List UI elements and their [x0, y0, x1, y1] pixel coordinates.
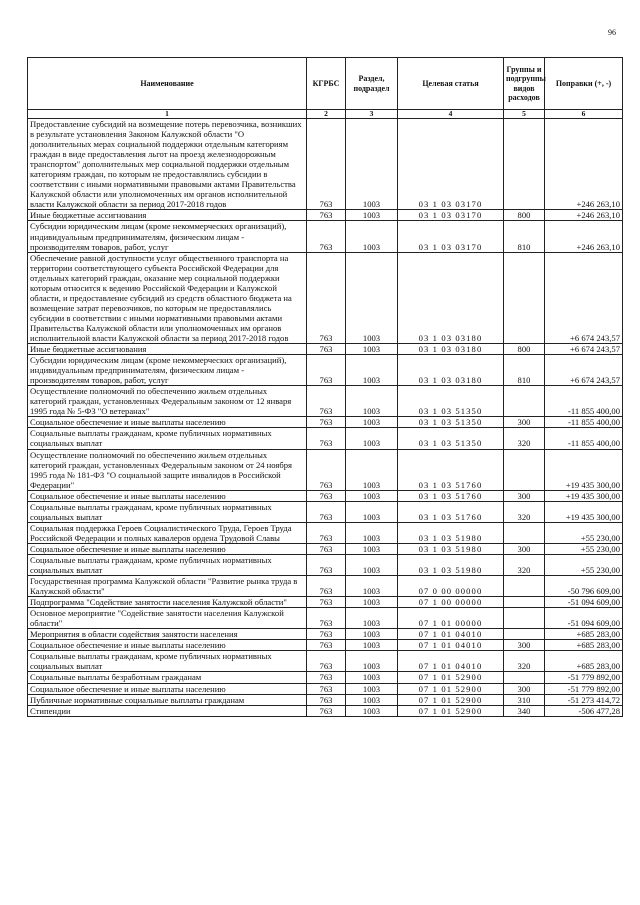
row-target: 03 1 03 03180: [398, 252, 504, 343]
column-number-row: [28, 110, 623, 119]
row-name: Социальная поддержка Героев Социалистического Труда, Героев Труда Российской Федерации и полных кавалеров ордена Трудовой Славы: [28, 522, 307, 543]
row-group: [504, 629, 545, 640]
row-kgrbs: 763: [307, 629, 346, 640]
row-section: 1003: [346, 597, 398, 608]
table-row: [28, 672, 623, 683]
row-kgrbs: 763: [307, 672, 346, 683]
row-section: 1003: [346, 355, 398, 386]
row-amount: +246 263,10: [545, 221, 623, 252]
row-name: Обеспечение равной доступности услуг общественного транспорта на территории соответствующего субъекта Российской Федерации для отдельных категорий граждан, оказание мер социальной поддержки которым относится к ведению Российской Федерации и Калужской области, и предоставление субсидий из средств областного бюджета на возмещение затрат перевозчиков, по которым не предоставлялись субсидии в соответствии с иными нормативными правовыми актами Правительства Калужской области или уполномоченных им органов исполнительной власти Калужской области за период 2017-2018 годов: [28, 252, 307, 343]
table-row: [28, 344, 623, 355]
row-name: Социальные выплаты гражданам, кроме публичных нормативных социальных выплат: [28, 428, 307, 449]
table-row: [28, 417, 623, 428]
row-amount: -51 094 609,00: [545, 608, 623, 629]
table-row: [28, 386, 623, 417]
row-group: [504, 672, 545, 683]
row-name: Социальные выплаты гражданам, кроме публичных нормативных социальных выплат: [28, 651, 307, 672]
row-amount: -51 273 414,72: [545, 694, 623, 705]
row-group: 340: [504, 705, 545, 716]
row-kgrbs: 763: [307, 386, 346, 417]
row-amount: +6 674 243,57: [545, 355, 623, 386]
row-name: Субсидии юридическим лицам (кроме некоммерческих организаций), индивидуальным предпринимателям, физическим лицам - производителям товаров, работ, услуг: [28, 221, 307, 252]
row-target: 03 1 03 51350: [398, 386, 504, 417]
row-target: 03 1 03 03180: [398, 355, 504, 386]
row-kgrbs: 763: [307, 355, 346, 386]
row-amount: -11 855 400,00: [545, 386, 623, 417]
row-kgrbs: 763: [307, 651, 346, 672]
row-target: 07 1 01 52900: [398, 694, 504, 705]
row-section: 1003: [346, 608, 398, 629]
row-section: 1003: [346, 210, 398, 221]
row-group: [504, 608, 545, 629]
row-section: 1003: [346, 221, 398, 252]
row-target: 03 1 03 51350: [398, 417, 504, 428]
row-amount: +6 674 243,57: [545, 344, 623, 355]
row-name: Подпрограмма "Содействие занятости населения Калужской области": [28, 597, 307, 608]
row-group: [504, 597, 545, 608]
row-kgrbs: 763: [307, 576, 346, 597]
column-number: 6: [545, 110, 623, 119]
row-name: Социальные выплаты гражданам, кроме публичных нормативных социальных выплат: [28, 501, 307, 522]
row-kgrbs: 763: [307, 522, 346, 543]
row-kgrbs: 763: [307, 344, 346, 355]
row-amount: +685 283,00: [545, 640, 623, 651]
row-group: [504, 522, 545, 543]
row-target: 03 1 03 51760: [398, 501, 504, 522]
row-name: Государственная программа Калужской области "Развитие рынка труда в Калужской области": [28, 576, 307, 597]
row-group: 300: [504, 543, 545, 554]
row-name: Иные бюджетные ассигнования: [28, 210, 307, 221]
row-kgrbs: 763: [307, 221, 346, 252]
row-name: Социальное обеспечение и иные выплаты населению: [28, 417, 307, 428]
row-kgrbs: 763: [307, 705, 346, 716]
row-name: Осуществление полномочий по обеспечению жильем отдельных категорий граждан, установленных Федеральным законом от 12 января 1995 года № 5-ФЗ "О ветеранах": [28, 386, 307, 417]
row-name: Стипендии: [28, 705, 307, 716]
row-section: 1003: [346, 344, 398, 355]
row-amount: -11 855 400,00: [545, 417, 623, 428]
row-group: 810: [504, 355, 545, 386]
row-amount: +685 283,00: [545, 629, 623, 640]
table-row: [28, 694, 623, 705]
table-row: [28, 449, 623, 490]
header-row: [28, 58, 623, 110]
row-section: 1003: [346, 640, 398, 651]
table-row: [28, 608, 623, 629]
table-row: [28, 705, 623, 716]
row-group: 320: [504, 651, 545, 672]
row-group: [504, 386, 545, 417]
row-target: 07 1 01 52900: [398, 705, 504, 716]
row-section: 1003: [346, 386, 398, 417]
row-target: 03 1 03 03170: [398, 210, 504, 221]
table-row: [28, 522, 623, 543]
row-group: 300: [504, 640, 545, 651]
row-group: [504, 252, 545, 343]
table-row: [28, 597, 623, 608]
row-amount: +19 435 300,00: [545, 449, 623, 490]
row-group: 320: [504, 501, 545, 522]
row-name: Социальное обеспечение и иные выплаты населению: [28, 543, 307, 554]
column-number: 1: [28, 110, 307, 119]
row-section: 1003: [346, 501, 398, 522]
row-amount: +19 435 300,00: [545, 490, 623, 501]
column-number: 5: [504, 110, 545, 119]
row-section: 1003: [346, 672, 398, 683]
table-row: [28, 221, 623, 252]
row-target: 03 1 03 51760: [398, 449, 504, 490]
row-target: 03 1 03 03180: [398, 344, 504, 355]
row-group: [504, 119, 545, 210]
table-row: [28, 428, 623, 449]
header-section: Раздел, подраздел: [346, 58, 398, 110]
row-name: Социальное обеспечение и иные выплаты населению: [28, 683, 307, 694]
page-number: 96: [608, 28, 616, 37]
row-target: 07 1 01 52900: [398, 672, 504, 683]
row-kgrbs: 763: [307, 640, 346, 651]
row-kgrbs: 763: [307, 597, 346, 608]
table-row: [28, 651, 623, 672]
table-row: [28, 576, 623, 597]
row-section: 1003: [346, 683, 398, 694]
row-amount: +55 230,00: [545, 543, 623, 554]
row-group: 320: [504, 428, 545, 449]
row-kgrbs: 763: [307, 449, 346, 490]
row-kgrbs: 763: [307, 210, 346, 221]
row-group: [504, 449, 545, 490]
row-target: 03 1 03 51980: [398, 522, 504, 543]
row-section: 1003: [346, 428, 398, 449]
row-name: Мероприятия в области содействия занятости населения: [28, 629, 307, 640]
row-section: 1003: [346, 705, 398, 716]
table-row: [28, 629, 623, 640]
row-group: 320: [504, 554, 545, 575]
row-target: 07 1 01 04010: [398, 629, 504, 640]
row-kgrbs: 763: [307, 694, 346, 705]
table-row: [28, 210, 623, 221]
row-target: 07 1 01 04010: [398, 651, 504, 672]
row-amount: +246 263,10: [545, 119, 623, 210]
table-row: [28, 683, 623, 694]
row-name: Осуществление полномочий по обеспечению жильем отдельных категорий граждан, установленных Федеральным законом от 24 ноября 1995 года № 181-ФЗ "О социальной защите инвалидов в Российской Федерации": [28, 449, 307, 490]
row-kgrbs: 763: [307, 608, 346, 629]
row-amount: +685 283,00: [545, 651, 623, 672]
row-target: 07 1 00 00000: [398, 597, 504, 608]
row-section: 1003: [346, 417, 398, 428]
row-group: [504, 576, 545, 597]
row-group: 310: [504, 694, 545, 705]
table-row: [28, 640, 623, 651]
row-amount: +55 230,00: [545, 554, 623, 575]
row-amount: -50 796 609,00: [545, 576, 623, 597]
row-kgrbs: 763: [307, 119, 346, 210]
row-group: 800: [504, 344, 545, 355]
row-section: 1003: [346, 522, 398, 543]
row-amount: -51 779 892,00: [545, 683, 623, 694]
table-row: [28, 543, 623, 554]
table-row: [28, 490, 623, 501]
row-kgrbs: 763: [307, 543, 346, 554]
row-group: 300: [504, 417, 545, 428]
row-amount: +55 230,00: [545, 522, 623, 543]
row-group: 810: [504, 221, 545, 252]
row-amount: +246 263,10: [545, 210, 623, 221]
row-amount: +6 674 243,57: [545, 252, 623, 343]
row-section: 1003: [346, 629, 398, 640]
table-row: [28, 119, 623, 210]
column-number: 4: [398, 110, 504, 119]
header-group: Группы и подгруппы видов расходов: [504, 58, 545, 110]
row-amount: -506 477,28: [545, 705, 623, 716]
row-target: 07 1 01 04010: [398, 640, 504, 651]
row-section: 1003: [346, 694, 398, 705]
header-amount: Поправки (+, -): [545, 58, 623, 110]
row-name: Предоставление субсидий на возмещение потерь перевозчика, возникших в результате установления Законом Калужской области "О дополнительных мерах социальной поддержки отдельным категориям граждан в виде предоставления льгот на проезд железнодорожным транспортом" дополнительных мер социальной поддержки отдельным категориям граждан, по которым не предоставлялись субсидии в соответствии с иными нормативными правовыми актами Правительства Калужской области или уполномоченных им органов исполнительной власти Калужской области за период 2017-2018 годов: [28, 119, 307, 210]
row-group: 800: [504, 210, 545, 221]
row-section: 1003: [346, 449, 398, 490]
row-amount: +19 435 300,00: [545, 501, 623, 522]
row-target: 07 1 01 52900: [398, 683, 504, 694]
row-target: 03 1 03 51350: [398, 428, 504, 449]
row-name: Социальное обеспечение и иные выплаты населению: [28, 640, 307, 651]
table-row: [28, 501, 623, 522]
row-name: Публичные нормативные социальные выплаты гражданам: [28, 694, 307, 705]
row-kgrbs: 763: [307, 417, 346, 428]
row-kgrbs: 763: [307, 428, 346, 449]
row-target: 03 1 03 03170: [398, 119, 504, 210]
row-amount: -11 855 400,00: [545, 428, 623, 449]
row-section: 1003: [346, 554, 398, 575]
row-name: Иные бюджетные ассигнования: [28, 344, 307, 355]
row-target: 03 1 03 51980: [398, 554, 504, 575]
row-section: 1003: [346, 252, 398, 343]
table-row: [28, 554, 623, 575]
column-number: 2: [307, 110, 346, 119]
row-target: 03 1 03 03170: [398, 221, 504, 252]
row-amount: -51 094 609,00: [545, 597, 623, 608]
row-target: 03 1 03 51980: [398, 543, 504, 554]
row-amount: -51 779 892,00: [545, 672, 623, 683]
row-name: Социальное обеспечение и иные выплаты населению: [28, 490, 307, 501]
row-section: 1003: [346, 576, 398, 597]
header-name: Наименование: [28, 58, 307, 110]
row-kgrbs: 763: [307, 252, 346, 343]
row-name: Субсидии юридическим лицам (кроме некоммерческих организаций), индивидуальным предпринимателям, физическим лицам - производителям товаров, работ, услуг: [28, 355, 307, 386]
row-group: 300: [504, 683, 545, 694]
row-section: 1003: [346, 543, 398, 554]
row-name: Социальные выплаты безработным гражданам: [28, 672, 307, 683]
header-target: Целевая статья: [398, 58, 504, 110]
row-name: Социальные выплаты гражданам, кроме публичных нормативных социальных выплат: [28, 554, 307, 575]
row-section: 1003: [346, 490, 398, 501]
row-kgrbs: 763: [307, 490, 346, 501]
row-target: 07 1 01 00000: [398, 608, 504, 629]
table-row: [28, 355, 623, 386]
budget-amendments-table: [27, 57, 623, 717]
column-number: 3: [346, 110, 398, 119]
row-target: 03 1 03 51760: [398, 490, 504, 501]
row-name: Основное мероприятие "Содействие занятости населения Калужской области": [28, 608, 307, 629]
header-kgrbs: КГРБС: [307, 58, 346, 110]
row-section: 1003: [346, 119, 398, 210]
row-kgrbs: 763: [307, 683, 346, 694]
row-target: 07 0 00 00000: [398, 576, 504, 597]
row-section: 1003: [346, 651, 398, 672]
table-row: [28, 252, 623, 343]
row-group: 300: [504, 490, 545, 501]
row-kgrbs: 763: [307, 501, 346, 522]
row-kgrbs: 763: [307, 554, 346, 575]
